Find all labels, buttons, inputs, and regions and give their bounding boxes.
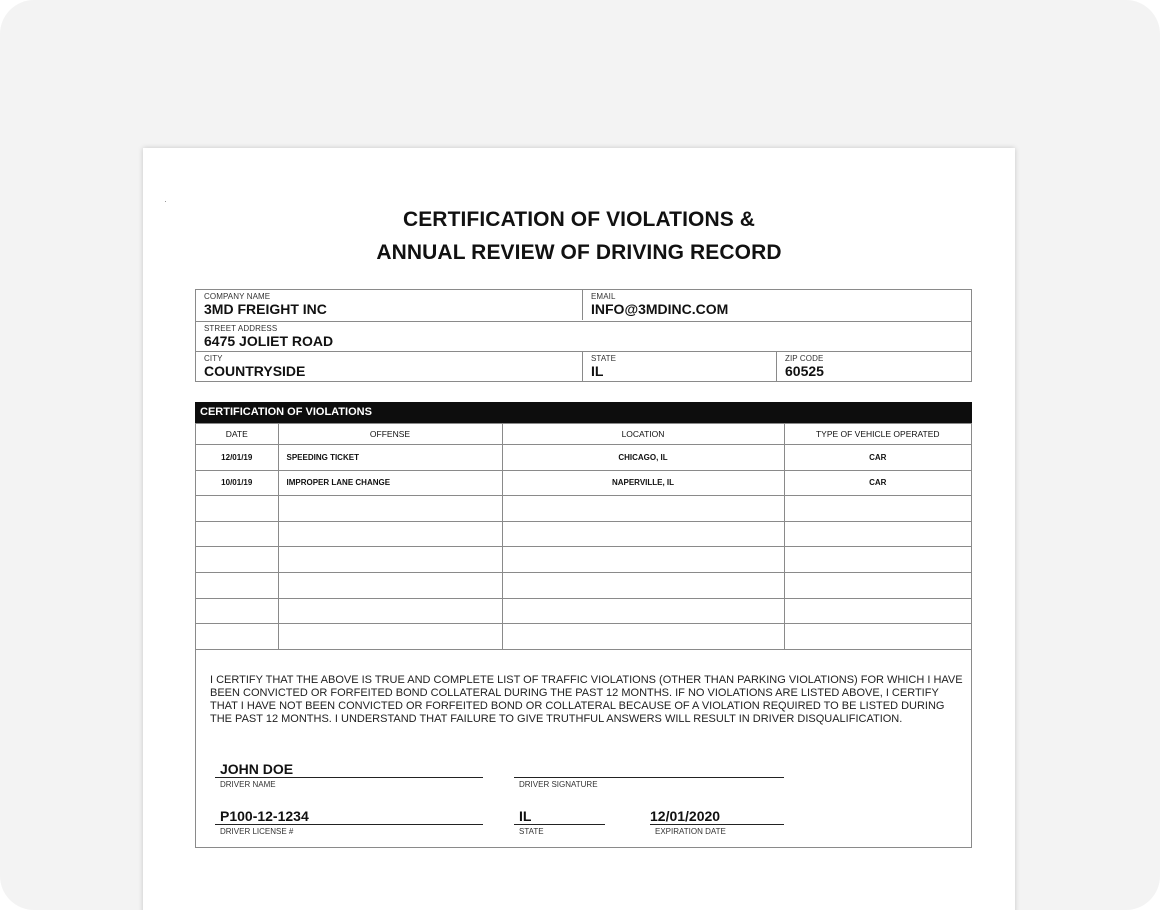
date-cell[interactable] [196, 624, 278, 650]
table-row [196, 445, 971, 471]
vehicle-type-cell[interactable] [784, 521, 971, 547]
driver-name-line [215, 777, 483, 778]
zip-code-value: 60525 [785, 363, 824, 379]
company-name-field[interactable] [196, 290, 582, 320]
city-value: COUNTRYSIDE [204, 363, 306, 379]
violations-section [195, 402, 972, 848]
offense-cell[interactable]: IMPROPER LANE CHANGE [278, 470, 502, 496]
driver-name-value[interactable]: JOHN DOE [220, 761, 294, 777]
city-label: CITY [204, 354, 223, 363]
vehicle-type-cell[interactable] [784, 598, 971, 624]
company-row-1 [196, 290, 971, 321]
column-header-vehicle-type: TYPE OF VEHICLE OPERATED [784, 424, 971, 445]
location-cell[interactable]: NAPERVILLE, IL [502, 470, 784, 496]
document-title-line2: ANNUAL REVIEW OF DRIVING RECORD [376, 241, 782, 264]
driver-state-value[interactable]: IL [519, 808, 532, 824]
column-header-date: DATE [196, 424, 278, 445]
location-cell[interactable] [502, 572, 784, 598]
table-row [196, 547, 971, 573]
date-cell[interactable] [196, 496, 278, 522]
column-header-offense: OFFENSE [278, 424, 502, 445]
company-row-3 [196, 351, 971, 382]
date-cell[interactable] [196, 547, 278, 573]
street-address-label: STREET ADDRESS [204, 324, 278, 333]
state-label: STATE [591, 354, 617, 363]
driver-signature-label: DRIVER SIGNATURE [519, 780, 598, 789]
driver-name-label: DRIVER NAME [220, 780, 276, 789]
street-address-value: 6475 JOLIET ROAD [204, 333, 334, 349]
violations-header: CERTIFICATION OF VIOLATIONS [195, 402, 972, 423]
offense-cell[interactable] [278, 572, 502, 598]
driver-license-value[interactable]: P100-12-1234 [220, 808, 309, 824]
vehicle-type-cell[interactable]: CAR [784, 470, 971, 496]
document-page [143, 148, 1015, 910]
certification-statement: I CERTIFY THAT THE ABOVE IS TRUE AND COMPLETE LIST OF TRAFFIC VIOLATIONS (OTHER THAN PARKING VIOLATIONS) FOR WHICH I HAVE BEEN CONVICTED OR FORFEITED BOND COLLATERAL DURING THE PAST 12 MONTHS. IF NO VIOLATIONS ARE LISTED ABOVE, I CERTIFY THAT I HAVE NOT BEEN CONVICTED OR FORFEITED BOND OR COLLATERAL BECAUSE OF A VIOLATION REQUIRED TO BE LISTED DURING THE PAST 12 MONTHS. I UNDERSTAND THAT FAILURE TO GIVE TRUTHFUL ANSWERS WILL RESULT IN DRIVER DISQUALIFICATION. [210, 674, 963, 725]
table-row [196, 572, 971, 598]
date-cell[interactable]: 12/01/19 [196, 445, 278, 471]
document-title-line1: CERTIFICATION OF VIOLATIONS & [402, 208, 756, 231]
location-cell[interactable] [502, 547, 784, 573]
vehicle-type-cell[interactable] [784, 624, 971, 650]
date-cell[interactable] [196, 598, 278, 624]
table-row [196, 598, 971, 624]
state-field[interactable] [582, 352, 776, 382]
company-row-2 [196, 321, 971, 352]
table-row [196, 521, 971, 547]
driver-signature-line [514, 777, 784, 778]
driver-state-line [514, 824, 605, 825]
vehicle-type-cell[interactable] [784, 547, 971, 573]
date-cell[interactable]: 10/01/19 [196, 470, 278, 496]
city-field[interactable] [196, 352, 582, 382]
email-value: INFO@3MDINC.COM [591, 301, 729, 317]
offense-cell[interactable] [278, 521, 502, 547]
company-info-box [195, 289, 972, 382]
location-cell[interactable] [502, 598, 784, 624]
offense-cell[interactable] [278, 496, 502, 522]
date-cell[interactable] [196, 521, 278, 547]
zip-code-label: ZIP CODE [785, 354, 824, 363]
location-cell[interactable]: CHICAGO, IL [502, 445, 784, 471]
offense-cell[interactable]: SPEEDING TICKET [278, 445, 502, 471]
vehicle-type-cell[interactable]: CAR [784, 445, 971, 471]
state-value: IL [591, 363, 604, 379]
offense-cell[interactable] [278, 598, 502, 624]
vehicle-type-cell[interactable] [784, 572, 971, 598]
location-cell[interactable] [502, 624, 784, 650]
driver-state-label: STATE [519, 827, 544, 836]
company-name-label: COMPANY NAME [204, 292, 271, 301]
vehicle-type-cell[interactable] [784, 496, 971, 522]
driver-license-label: DRIVER LICENSE # [220, 827, 294, 836]
violations-table-header-row [196, 424, 971, 445]
offense-cell[interactable] [278, 547, 502, 573]
company-name-value: 3MD FREIGHT INC [204, 301, 327, 317]
violations-table [196, 423, 971, 650]
table-row [196, 470, 971, 496]
table-row [196, 496, 971, 522]
expiration-date-value[interactable]: 12/01/2020 [650, 808, 721, 824]
expiration-date-line [650, 824, 784, 825]
scan-speck [165, 201, 166, 202]
driver-license-line [215, 824, 483, 825]
location-cell[interactable] [502, 521, 784, 547]
location-cell[interactable] [502, 496, 784, 522]
date-cell[interactable] [196, 572, 278, 598]
email-label: EMAIL [591, 292, 616, 301]
column-header-location: LOCATION [502, 424, 784, 445]
expiration-date-label: EXPIRATION DATE [655, 827, 726, 836]
email-field[interactable] [582, 290, 971, 320]
offense-cell[interactable] [278, 624, 502, 650]
street-address-field[interactable] [196, 322, 971, 352]
table-row [196, 624, 971, 650]
zip-code-field[interactable] [776, 352, 971, 382]
